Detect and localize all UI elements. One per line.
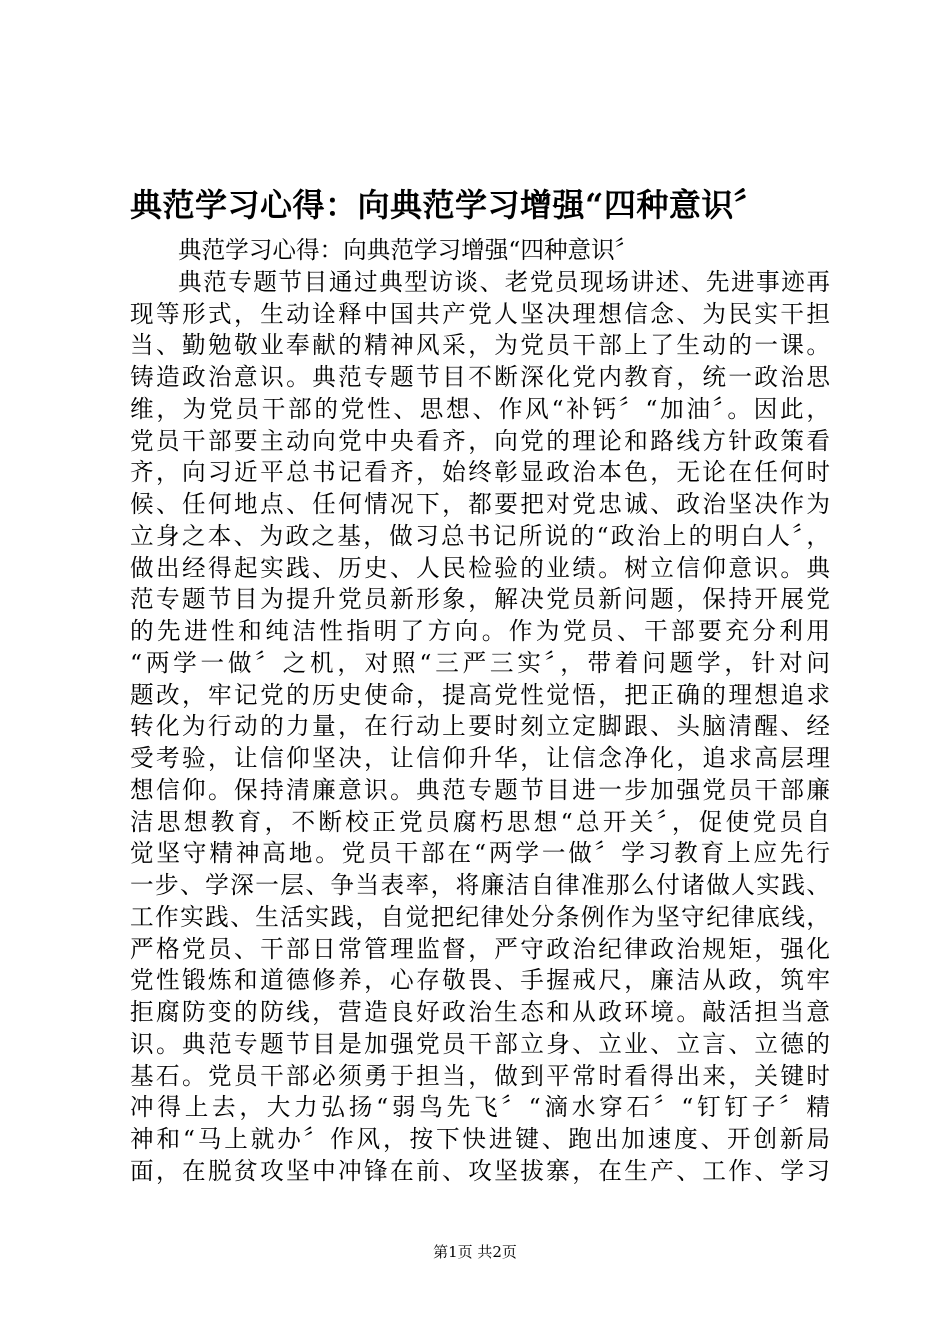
body-line: 现等形式，生动诠释中国共产党人坚决理想信念、为民实干担	[130, 299, 830, 328]
body-line: 铸造政治意识。典范专题节目不断深化党内教育，统一政治思	[130, 363, 830, 391]
body-line: 洁思想教育，不断校正党员腐朽思想“总开关〞，促使党员自	[130, 807, 830, 836]
body-line: 受考验，让信仰坚决，让信仰升华，让信念净化，追求高层理	[130, 744, 830, 772]
body-line: 范专题节目为提升党员新形象，解决党员新问题，保持开展党	[130, 585, 830, 614]
body-line: 转化为行动的力量，在行动上要时刻立定脚跟、头脑清醒、经	[130, 712, 830, 741]
body-line: 识。典范专题节目是加强党员干部立身、立业、立言、立德的	[130, 1029, 830, 1058]
body-line: 的先进性和纯洁性指明了方向。作为党员、干部要充分利用	[130, 617, 830, 645]
body-line: 拒腐防变的防线，营造良好政治生态和从政环境。敲活担当意	[130, 998, 830, 1026]
body-line: 候、任何地点、任何情况下，都要把对党忠诚、政治坚决作为	[130, 490, 830, 518]
body-line: 面，在脱贫攻坚中冲锋在前、攻坚拔寨，在生产、工作、学习	[130, 1156, 830, 1185]
body-line: 想信仰。保持清廉意识。典范专题节目进一步加强党员干部廉	[130, 775, 830, 804]
body-line: 一步、学深一层、争当表率，将廉洁自律准那么付诸做人实践、	[130, 871, 830, 899]
body-line: 神和“马上就办〞作风，按下快进键、跑出加速度、开创新局	[130, 1125, 830, 1153]
body-line: 觉坚守精神高地。党员干部在“两学一做〞学习教育上应先行	[130, 839, 830, 868]
body-line: 维，为党员干部的党性、思想、作风“补钙〞“加油〞。因此，	[130, 394, 830, 423]
body-line: 立身之本、为政之基，做习总书记所说的“政治上的明白人〞，	[130, 521, 830, 550]
body-subtitle-line: 典范学习心得：向典范学习增强“四种意识〞	[178, 236, 639, 264]
body-line: 严格党员、干部日常管理监督，严守政治纪律政治规矩，强化	[130, 934, 830, 963]
document-body	[130, 235, 830, 1188]
body-line: 基石。党员干部必须勇于担当，做到平常时看得出来，关键时	[130, 1061, 830, 1090]
body-line: 冲得上去，大力弘扬“弱鸟先飞〞“滴水穿石〞“钉钉子〞精	[130, 1093, 830, 1122]
body-line: 党性锻炼和道德修养，心存敬畏、手握戒尺，廉洁从政，筑牢	[130, 966, 830, 995]
document-title: 典范学习心得：向典范学习增强“四种意识〞	[130, 186, 767, 224]
body-line: “两学一做〞之机，对照“三严三实〞，带着问题学，针对问	[130, 648, 830, 677]
body-line: 党员干部要主动向党中央看齐，向党的理论和路线方针政策看	[130, 426, 830, 455]
body-line: 当、勤勉敬业奉献的精神风采，为党员干部上了生动的一课。	[130, 331, 830, 360]
body-line: 齐，向习近平总书记看齐，始终彰显政治本色，无论在任何时	[130, 458, 830, 487]
body-line: 做出经得起实践、历史、人民检验的业绩。树立信仰意识。典	[130, 553, 830, 582]
body-line: 工作实践、生活实践，自觉把纪律处分条例作为坚守纪律底线，	[130, 902, 830, 931]
page-number-footer: 第1页 共2页	[433, 1243, 517, 1261]
body-line: 典范专题节目通过典型访谈、老党员现场讲述、先进事迹再	[178, 267, 830, 296]
body-line: 题改，牢记党的历史使命，提高党性觉悟，把正确的理想追求	[130, 680, 830, 709]
